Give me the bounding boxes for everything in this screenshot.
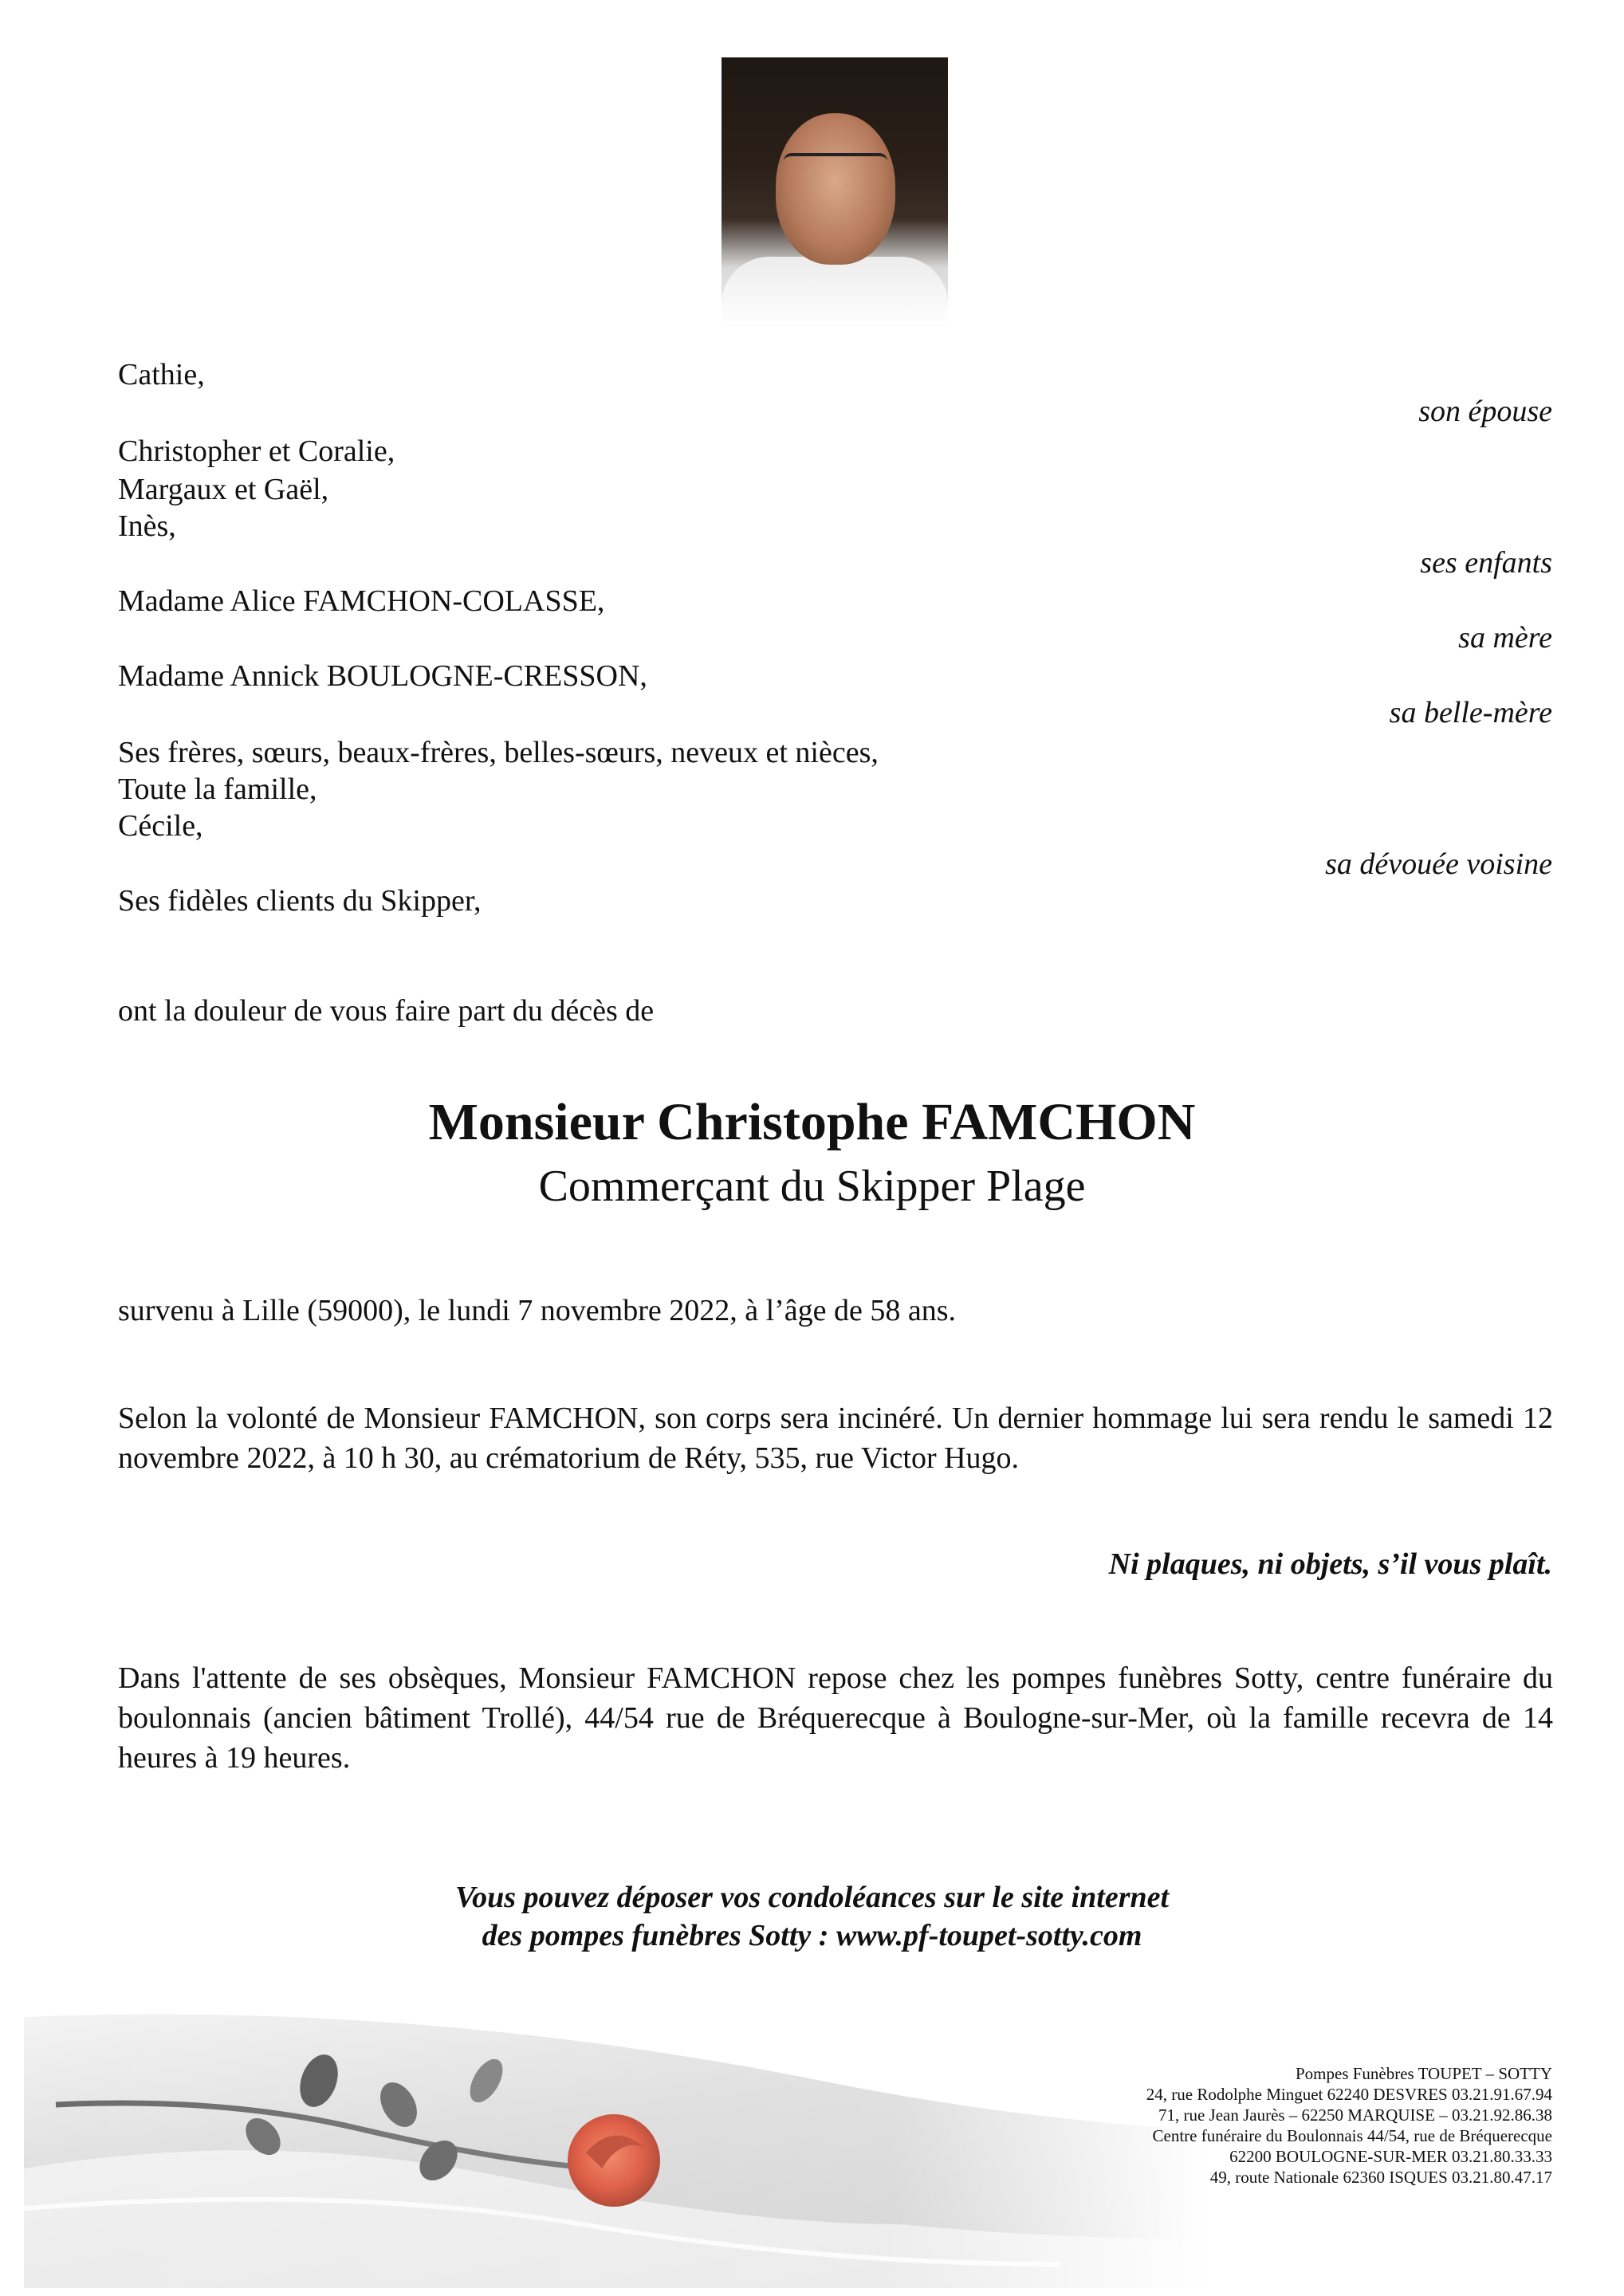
funeral-home-center: Centre funéraire du Boulonnais 44/54, rue de Bréquerecque <box>1152 2126 1552 2145</box>
relation-mother-in-law: sa belle-mère <box>1389 696 1552 729</box>
family-line-whole-family: Toute la famille, <box>118 773 317 806</box>
relation-neighbor: sa dévouée voisine <box>1325 847 1552 881</box>
family-line-cecile: Cécile, <box>118 809 203 843</box>
relation-mother: sa mère <box>1458 621 1552 655</box>
photo-shirt <box>722 257 948 327</box>
funeral-home-marquise: 71, rue Jean Jaurès – 62250 MARQUISE – 03.21.92.86.38 <box>1158 2105 1552 2125</box>
relation-spouse: son épouse <box>1418 395 1552 428</box>
photo-face <box>776 113 895 265</box>
family-line-ines: Inès, <box>118 509 176 543</box>
family-line-mother: Madame Alice FAMCHON-COLASSE, <box>118 584 605 618</box>
family-line-siblings: Ses frères, sœurs, beaux-frères, belles-sœurs, neveux et nièces, <box>118 736 879 769</box>
family-line-mother-in-law: Madame Annick BOULOGNE-CRESSON, <box>118 659 647 693</box>
family-line-clients: Ses fidèles clients du Skipper, <box>118 884 482 918</box>
condolences-line-2: des pompes funèbres Sotty : www.pf-toupet-sotty.com <box>482 1919 1142 1952</box>
relation-children: ses enfants <box>1420 546 1552 580</box>
funeral-home-contact <box>1146 2063 1552 2188</box>
family-line-christopher: Christopher et Coralie, <box>118 434 395 468</box>
no-flowers-notice: Ni plaques, ni objets, s’il vous plaît. <box>1108 1547 1552 1581</box>
funeral-home-desvres: 24, rue Rodolphe Minguet 62240 DESVRES 03.21.91.67.94 <box>1146 2085 1552 2104</box>
death-notice: survenu à Lille (59000), le lundi 7 novembre 2022, à l’âge de 58 ans. <box>118 1294 957 1327</box>
funeral-home-isques: 49, route Nationale 62360 ISQUES 03.21.80.47.17 <box>1209 2168 1552 2187</box>
rest-paragraph: Dans l'attente de ses obsèques, Monsieur FAMCHON repose chez les pompes funèbres Sotty, centre funéraire du boulonnais (ancien bâtiment Trollé), 44/54 rue de Bréquerecque à Boulogne-sur-Mer, où la famille recevra de 14 heures à 19 heures. <box>118 1661 1553 1775</box>
deceased-name: Monsieur Christophe FAMCHON <box>428 1093 1196 1151</box>
announcement-text: ont la douleur de vous faire part du décès de <box>118 994 655 1028</box>
family-line-margaux: Margaux et Gaël, <box>118 473 329 506</box>
funeral-home-name: Pompes Funèbres TOUPET – SOTTY <box>1295 2064 1552 2083</box>
funeral-home-boulogne: 62200 BOULOGNE-SUR-MER 03.21.80.33.33 <box>1229 2147 1552 2166</box>
family-line-cathie: Cathie, <box>118 358 205 391</box>
condolences-line-1: Vous pouvez déposer vos condoléances sur le site internet <box>454 1881 1170 1914</box>
ceremony-paragraph: Selon la volonté de Monsieur FAMCHON, son corps sera incinéré. Un dernier hommage lui sera rendu le samedi 12 novembre 2022, à 10 h 30, au crématorium de Réty, 535, rue Victor Hugo. <box>118 1402 1553 1475</box>
portrait-photo <box>722 57 948 327</box>
photo-glasses <box>784 153 887 180</box>
deceased-title: Commerçant du Skipper Plage <box>538 1162 1086 1211</box>
